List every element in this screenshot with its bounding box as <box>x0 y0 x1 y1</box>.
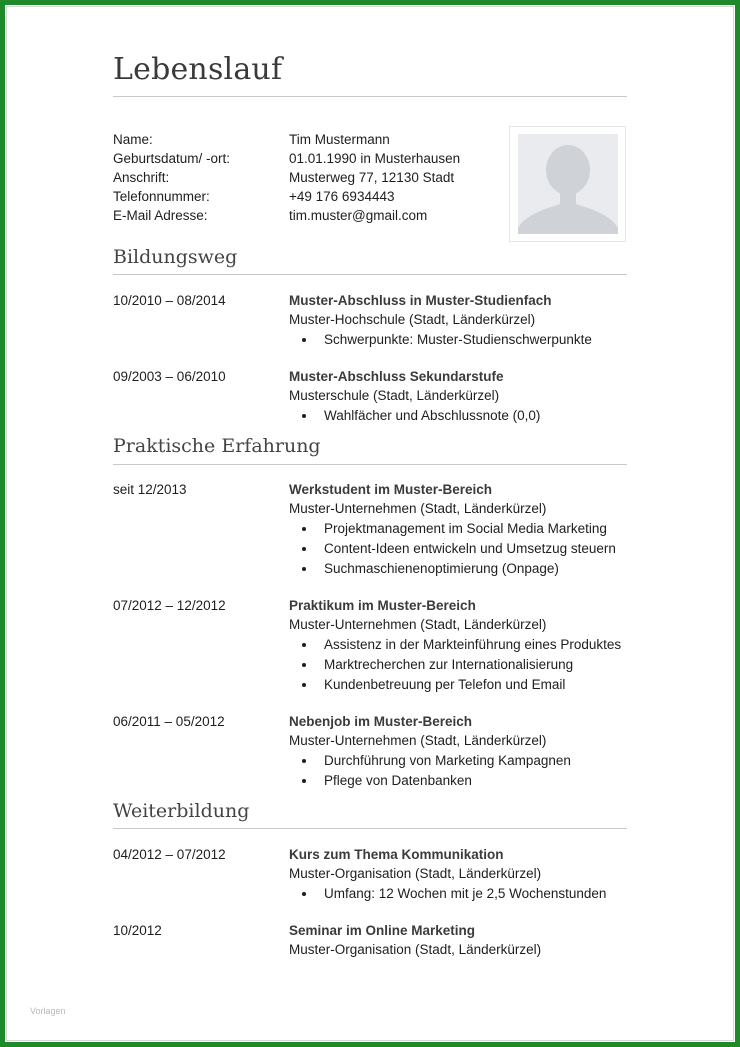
bullet-icon <box>302 567 306 571</box>
profile-photo-frame <box>509 126 626 242</box>
entry-organization: Muster-Organisation (Stadt, Länderkürzel) <box>289 866 542 881</box>
entry-bullet: Umfang: 12 Wochen mit je 2,5 Wochenstunden <box>324 886 607 901</box>
personal-label-address: Anschrift: <box>113 170 170 185</box>
entry-bullet: Marktrecherchen zur Internationalisierung <box>324 657 574 672</box>
entry-bullet: Projektmanagement im Social Media Marketing <box>324 521 607 536</box>
personal-label-name: Name: <box>113 132 153 147</box>
bullet-icon <box>302 683 306 687</box>
entry-bullet: Wahlfächer und Abschlussnote (0,0) <box>324 408 541 423</box>
section-divider <box>113 464 627 465</box>
personal-label-birth: Geburtsdatum/ -ort: <box>113 151 231 166</box>
entry-organization: Muster-Unternehmen (Stadt, Länderkürzel) <box>289 733 547 748</box>
entry-date: 06/2011 – 05/2012 <box>113 714 225 729</box>
entry-bullet: Durchführung von Marketing Kampagnen <box>324 753 571 768</box>
entry-bullet: Suchmaschienenoptimierung (Onpage) <box>324 561 559 576</box>
page-title: Lebenslauf <box>113 52 283 87</box>
entry-bullet: Pflege von Datenbanken <box>324 773 472 788</box>
entry-date: 09/2003 – 06/2010 <box>113 369 226 384</box>
entry-bullet: Content-Ideen entwickeln und Umsetzug steuern <box>324 541 616 556</box>
entry-title: Muster-Abschluss in Muster-Studienfach <box>289 293 552 308</box>
bullet-icon <box>302 779 306 783</box>
entry-organization: Muster-Hochschule (Stadt, Länderkürzel) <box>289 312 536 327</box>
entry-organization: Muster-Organisation (Stadt, Länderkürzel) <box>289 942 542 957</box>
personal-value-address: Musterweg 77, 12130 Stadt <box>289 170 455 185</box>
personal-label-email: E-Mail Adresse: <box>113 208 208 223</box>
bullet-icon <box>302 663 306 667</box>
entry-bullet: Kundenbetreuung per Telefon und Email <box>324 677 566 692</box>
bullet-icon <box>302 892 306 896</box>
entry-organization: Musterschule (Stadt, Länderkürzel) <box>289 388 500 403</box>
section-heading-weiterbildung: Weiterbildung <box>113 800 250 822</box>
section-divider <box>113 274 627 275</box>
entry-title: Kurs zum Thema Kommunikation <box>289 847 504 862</box>
entry-date: 10/2012 <box>113 923 162 938</box>
watermark-text: Vorlagen <box>30 1006 66 1016</box>
entry-title: Werkstudent im Muster-Bereich <box>289 482 493 497</box>
bullet-icon <box>302 547 306 551</box>
personal-value-email: tim.muster@gmail.com <box>289 208 428 223</box>
entry-organization: Muster-Unternehmen (Stadt, Länderkürzel) <box>289 617 547 632</box>
personal-value-name: Tim Mustermann <box>289 132 390 147</box>
entry-bullet: Assistenz in der Markteinführung eines Produktes <box>324 637 622 652</box>
entry-date: seit 12/2013 <box>113 482 187 497</box>
personal-value-phone: +49 176 6934443 <box>289 189 395 204</box>
personal-label-phone: Telefonnummer: <box>113 189 210 204</box>
section-heading-bildungsweg: Bildungsweg <box>113 246 238 268</box>
bullet-icon <box>302 759 306 763</box>
person-silhouette-icon <box>518 134 618 234</box>
bullet-icon <box>302 643 306 647</box>
section-heading-praktische-erfahrung: Praktische Erfahrung <box>113 435 321 457</box>
bullet-icon <box>302 338 306 342</box>
title-divider <box>113 96 627 97</box>
entry-title: Praktikum im Muster-Bereich <box>289 598 476 613</box>
entry-organization: Muster-Unternehmen (Stadt, Länderkürzel) <box>289 501 547 516</box>
bullet-icon <box>302 414 306 418</box>
bullet-icon <box>302 527 306 531</box>
entry-bullet: Schwerpunkte: Muster-Studienschwerpunkte <box>324 332 592 347</box>
entry-date: 07/2012 – 12/2012 <box>113 598 226 613</box>
personal-value-birth: 01.01.1990 in Musterhausen <box>289 151 461 166</box>
entry-date: 10/2010 – 08/2014 <box>113 293 226 308</box>
entry-date: 04/2012 – 07/2012 <box>113 847 226 862</box>
entry-title: Seminar im Online Marketing <box>289 923 476 938</box>
section-divider <box>113 828 627 829</box>
entry-title: Muster-Abschluss Sekundarstufe <box>289 369 504 384</box>
entry-title: Nebenjob im Muster-Bereich <box>289 714 473 729</box>
